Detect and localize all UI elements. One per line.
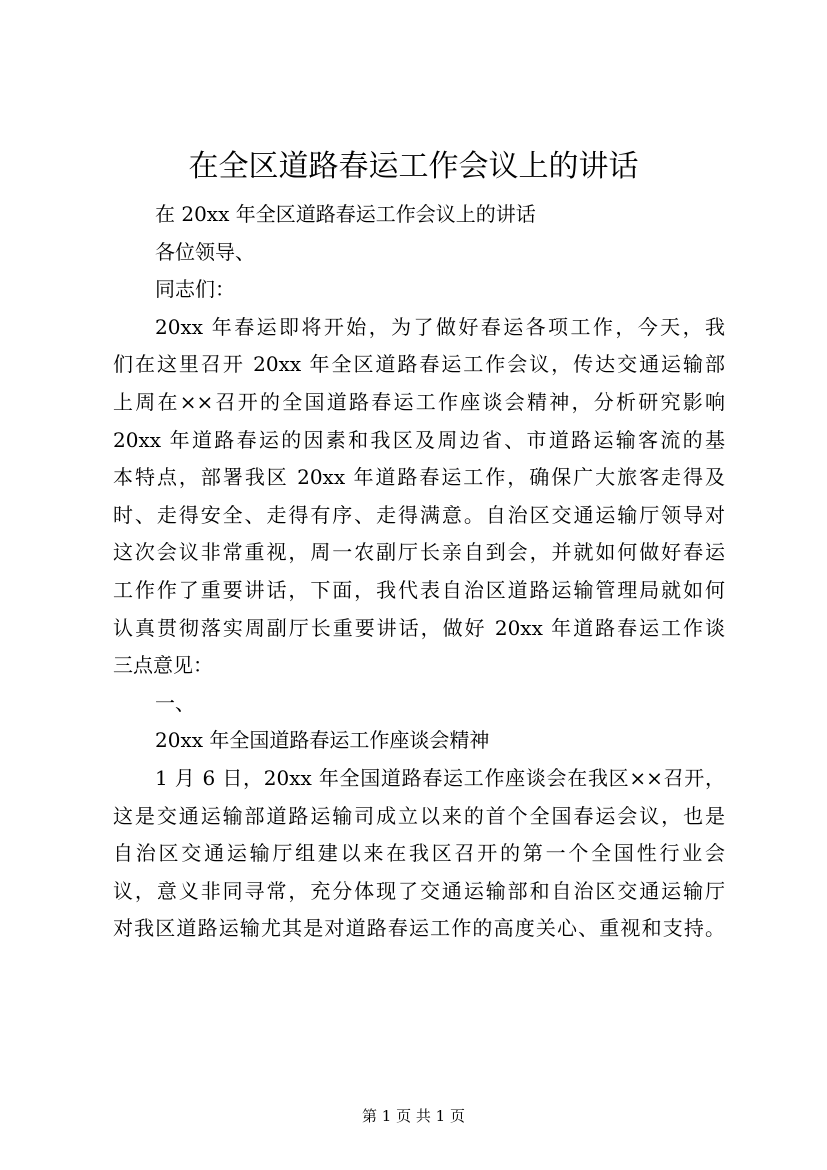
document-title: 在全区道路春运工作会议上的讲话 [188,149,639,184]
paragraph-line: 这是交通运输部道路运输司成立以来的首个全国春运会议，也是 [113,803,725,828]
paragraph-line: 时、走得安全、走得有序、走得满意。自治区交通运输厅领导对 [113,502,725,527]
paragraph-line: 对我区道路运输尤其是对道路春运工作的高度关心、重视和支持。 [113,916,725,941]
paragraph-line: 们在这里召开 20xx 年全区道路春运工作会议，传达交通运输部 [113,352,725,377]
document-body [113,196,725,948]
section-heading: 20xx 年全国道路春运工作座谈会精神 [155,728,490,753]
paragraph-line: 认真贯彻落实周副厅长重要讲话，做好 20xx 年道路春运工作谈 [113,615,725,640]
paragraph-line: 议，意义非同寻常，充分体现了交通运输部和自治区交通运输厅 [113,878,725,903]
paragraph-line: 这次会议非常重视，周一农副厅长亲自到会，并就如何做好春运 [113,540,725,565]
paragraph-line: 三点意见： [113,653,213,678]
paragraph-line: 上周在××召开的全国道路春运工作座谈会精神，分析研究影响 [113,389,725,414]
paragraph-line: 1 月 6 日，20xx 年全国道路春运工作座谈会在我区××召开， [155,765,725,790]
section-heading-number: 一、 [155,690,195,715]
paragraph-line: 20xx 年春运即将开始，为了做好春运各项工作，今天，我 [155,314,725,339]
paragraph-line: 各位领导、 [155,239,255,264]
page-footer: 第 1 页 共 1 页 [362,1107,465,1125]
paragraph-line: 本特点，部署我区 20xx 年道路春运工作，确保广大旅客走得及 [113,465,725,490]
paragraph-line: 工作作了重要讲话，下面，我代表自治区道路运输管理局就如何 [113,577,725,602]
paragraph-line: 自治区交通运输厅组建以来在我区召开的第一个全国性行业会 [113,841,725,866]
paragraph-line: 20xx 年道路春运的因素和我区及周边省、市道路运输客流的基 [113,427,725,452]
paragraph-line: 同志们： [155,277,235,302]
paragraph-line: 在 20xx 年全区道路春运工作会议上的讲话 [155,202,536,226]
